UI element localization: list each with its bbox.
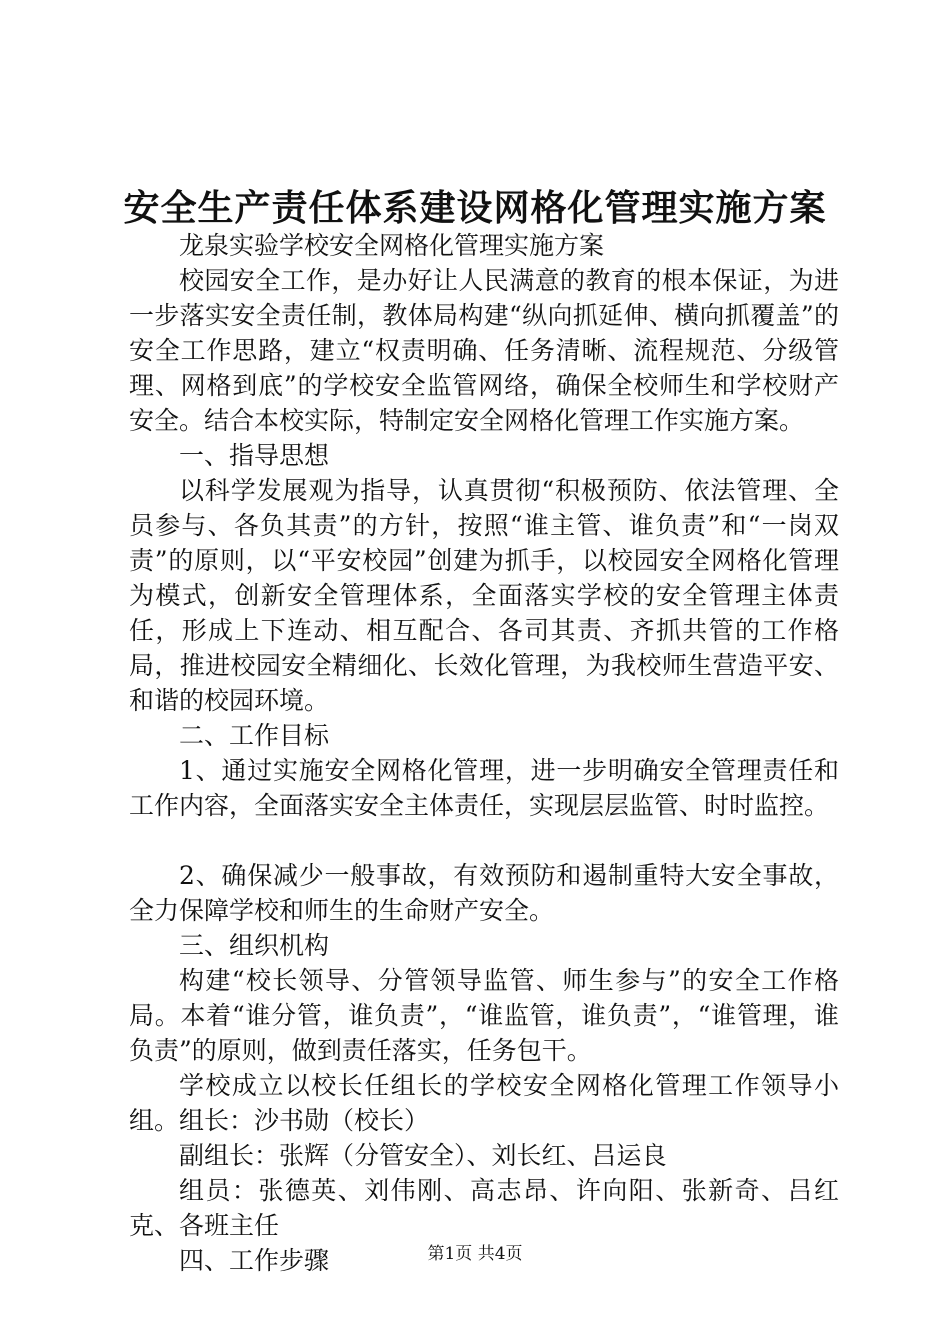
paragraph-goal-2: 2、确保减少一般事故，有效预防和遏制重特大安全事故，全力保障学校和师生的生命财产安全。 [129, 861, 839, 925]
document-title: 安全生产责任体系建设网格化管理实施方案 [123, 188, 827, 229]
heading-work-goals: 二、工作目标 [179, 721, 330, 750]
page-number-footer: 第1页 共4页 [427, 1244, 523, 1264]
document-body [129, 228, 839, 1278]
paragraph-organization: 构建“校长领导、分管领导监管、师生参与”的安全工作格局。本着“谁分管，谁负责”，“谁监管，谁负责”，“谁管理，谁负责”的原则，做到责任落实，任务包干。 [129, 966, 839, 1065]
paragraph-members: 组员：张德英、刘伟刚、高志昂、许向阳、张新奇、吕红克、各班主任 [129, 1176, 839, 1240]
paragraph-guiding-ideology: 以科学发展观为指导，认真贯彻“积极预防、依法管理、全员参与、各负其责”的方针，按照“谁主管、谁负责”和“一岗双责”的原则，以“平安校园”创建为抓手，以校园安全网格化管理为模式，创新安全管理体系，全面落实学校的安全管理主体责任，形成上下连动、相互配合、各司其责、齐抓共管的工作格局，推进校园安全精细化、长效化管理，为我校师生营造平安、和谐的校园环境。 [129, 476, 839, 715]
paragraph-leading-group: 学校成立以校长任组长的学校安全网格化管理工作领导小组。组长：沙书勋（校长） [129, 1071, 839, 1135]
heading-work-steps: 四、工作步骤 [179, 1246, 330, 1275]
paragraph-deputy-leaders: 副组长：张辉（分管安全）、刘长红、吕运良 [179, 1141, 667, 1170]
paragraph-goal-1: 1、通过实施安全网格化管理，进一步明确安全管理责任和工作内容，全面落实安全主体责任，实现层层监管、时时监控。 [129, 756, 839, 820]
heading-organization: 三、组织机构 [179, 931, 330, 960]
paragraph-intro: 校园安全工作，是办好让人民满意的教育的根本保证，为进一步落实安全责任制，教体局构建“纵向抓延伸、横向抓覆盖”的安全工作思路，建立“权责明确、任务清晰、流程规范、分级管理、网格到底”的学校安全监管网络，确保全校师生和学校财产安全。结合本校实际，特制定安全网格化管理工作实施方案。 [129, 266, 839, 435]
paragraph-subtitle: 龙泉实验学校安全网格化管理实施方案 [179, 231, 605, 260]
heading-guiding-ideology: 一、指导思想 [179, 441, 330, 470]
